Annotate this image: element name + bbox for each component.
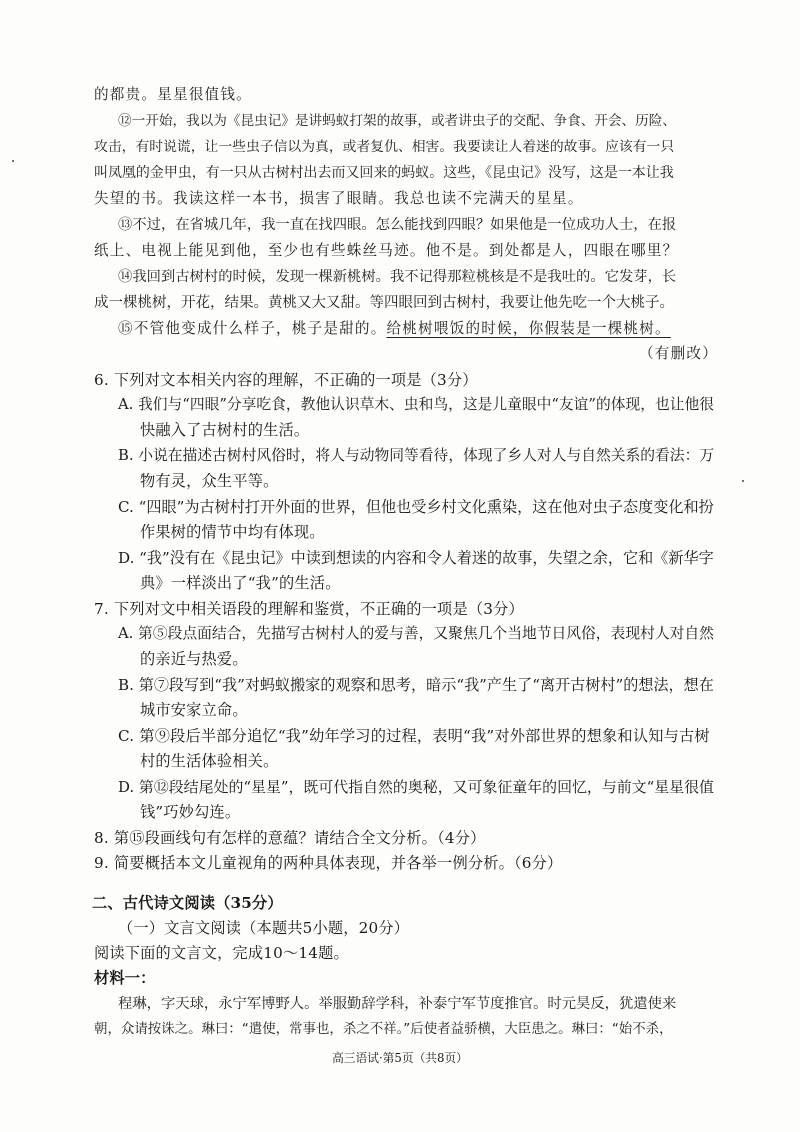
question-7-option-a: A. 第⑤段点面结合，先描写古树村人的爱与善，又聚焦几个当地节日风俗，表现村人对自然: [118, 625, 714, 642]
story-line: 的都贵。星星很值钱。: [94, 86, 252, 103]
story-line: 纸上、电视上能见到他，至少也有些蛛丝马迹。他不是。到处都是人，四眼在哪里？: [94, 242, 679, 259]
question-7-stem: 7. 下列对文中相关语段的理解和鉴赏，不正确的一项是（3分）: [94, 600, 524, 618]
material-label: 材料一：: [94, 969, 156, 987]
question-6-option-c: C. “四眼”为古树村打开外面的世界，但他也受乡村文化熏染，这在他对虫子态度变化和扮: [118, 498, 714, 516]
story-line: [118, 318, 671, 340]
question-7-option-c-cont: 村的生活体验相关。: [140, 752, 279, 770]
scan-speck: [12, 160, 14, 162]
page-footer: 高三语试·第5页（共8页）: [332, 1051, 468, 1065]
question-6-stem: 6. 下列对文本相关内容的理解，不正确的一项是（3分）: [94, 371, 478, 389]
story-line: 叫凤凰的金甲虫，有一只从古树村出去而又回来的蚂蚁。这些，《昆虫记》没写，这是一本让我: [94, 165, 674, 181]
reading-instruction: 阅读下面的文言文，完成10～14题。: [94, 944, 349, 962]
question-6-option-a: A. 我们与“四眼”分享吃食，教他认识草木、虫和鸟，这是儿童眼中“友谊”的体现，也让他很: [118, 396, 714, 413]
question-9: 9. 简要概括本文儿童视角的两种具体表现，并各举一例分析。（6分）: [94, 854, 563, 872]
question-6-option-a-cont: 快融入了古树村的生活。: [140, 421, 310, 439]
question-7-option-a-cont: 的亲近与热爱。: [140, 650, 248, 668]
story-line: ⑬不过，在省城几年，我一直在找四眼。怎么能找到四眼？如果他是一位成功人士，在报: [118, 217, 677, 233]
question-6-option-d: D. “我”没有在《昆虫记》中读到想读的内容和令人着迷的故事，失望之余，它和《新华字: [118, 549, 714, 567]
question-6-option-b-cont: 物有灵，众生平等。: [140, 472, 279, 490]
source-note: （有删改）: [639, 345, 718, 362]
section-heading: 二、古代诗文阅读（35分）: [92, 894, 283, 912]
question-6-option-c-cont: 作果树的情节中均有体现。: [140, 523, 325, 541]
story-line: ⑭我回到古树村的时候，发现一棵新桃树。我不记得那粒桃核是不是我吐的。它发芽，长: [118, 269, 677, 285]
story-line: 成一棵桃树，开花，结果。黄桃又大又甜。等四眼回到古树村，我要让他先吃一个大桃子。: [94, 295, 674, 311]
question-8: 8. 第⑮段画线句有怎样的意蕴？请结合全文分析。（4分）: [94, 829, 486, 847]
question-6-option-b: B. 小说在描述古树村风俗时，将人与动物同等看待，体现了乡人对人与自然关系的看法：万: [118, 447, 715, 464]
story-line: 攻击，有时说谎，让一些虫子信以为真，或者复仇、相害。我要读让人着迷的故事。应该有一只: [94, 139, 675, 155]
story-line-text: ⑮不管他变成什么样子，桃子是甜的。: [118, 320, 387, 337]
question-7-option-c: C. 第⑨段后半部分追忆“我”幼年学习的过程，表明“我”对外部世界的想象和认知与古树: [118, 727, 710, 745]
question-7-option-d-cont: 钱”巧妙勾连。: [140, 803, 241, 821]
scan-speck: [742, 480, 744, 482]
question-7-option-b: B. 第⑦段写到“我”对蚂蚁搬家的观察和思考，暗示“我”产生了“离开古树村”的想法，想在: [118, 676, 714, 694]
story-line: ⑫一开始，我以为《昆虫记》是讲蚂蚁打架的故事，或者讲虫子的交配、争食、开会、历险、: [118, 113, 676, 129]
classical-text-line: 朝，众请按诛之。琳曰：“遣使，常事也，杀之不祥。”后使者益骄横，大臣患之。琳曰：“始不杀，: [94, 1022, 673, 1037]
question-6-option-d-cont: 典》一样淡出了“我”的生活。: [140, 574, 341, 592]
subsection-heading: （一）文言文阅读（本题共5小题，20分）: [118, 919, 410, 937]
question-7-option-d: D. 第⑫段结尾处的“星星”，既可代指自然的奥秘，又可象征童年的回忆，与前文“星星很值: [118, 778, 714, 796]
story-line: 失望的书。我读这样一本书，损害了眼睛。我总也读不完满天的星星。: [94, 190, 584, 207]
classical-text-line: 程琳，字天球，永宁军博野人。举服勤辞学科，补泰宁军节度推官。时元昊反，犹遣使来: [118, 996, 677, 1012]
question-7-option-b-cont: 城市安家立命。: [140, 701, 248, 719]
underlined-sentence: 给桃树喂饭的时候，你假装是一棵桃树。: [386, 320, 671, 337]
